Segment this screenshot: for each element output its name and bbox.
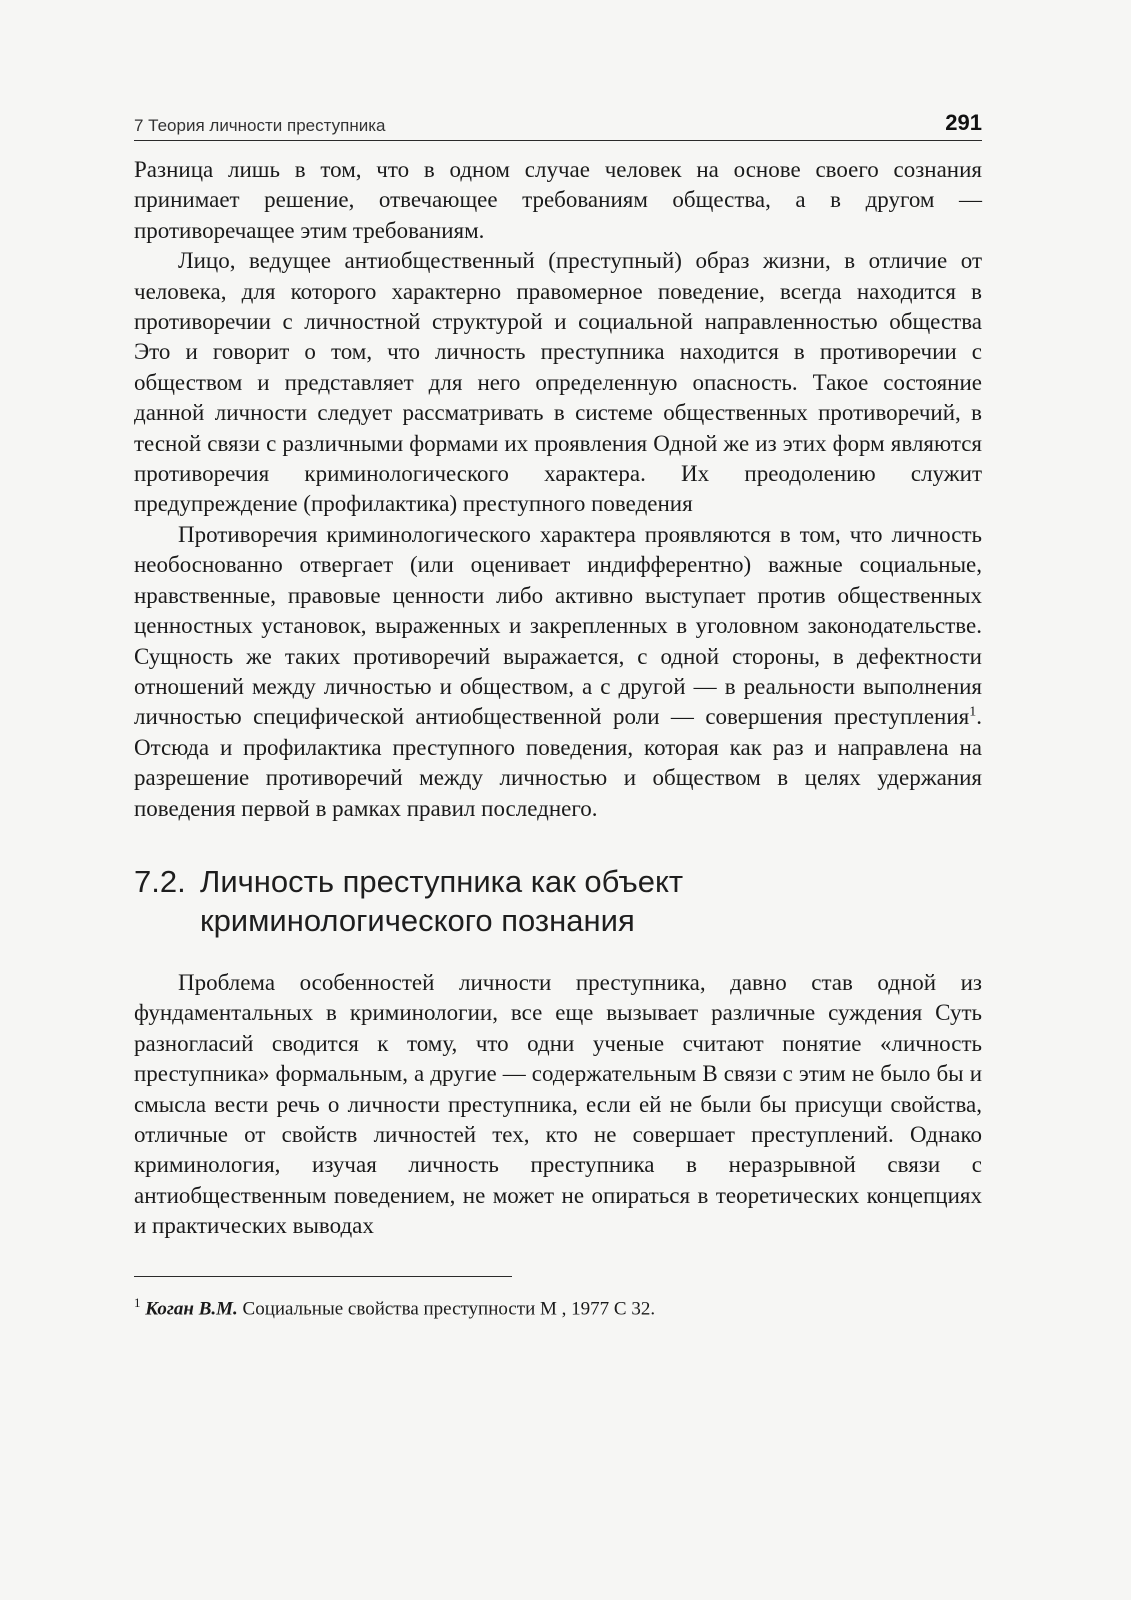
section-title-line-1: Личность преступника как объект <box>200 863 684 899</box>
body-text <box>134 155 982 1242</box>
section-heading <box>134 862 982 940</box>
running-header <box>134 108 982 141</box>
footnote-text: Социальные свойства преступности М , 1977 С 32. <box>237 1297 656 1319</box>
footnote-divider <box>134 1276 512 1277</box>
running-header-title: 7 Теория личности преступника <box>134 116 386 135</box>
paragraph-1: Разница лишь в том, что в одном случае человек на основе своего сознания принимает решение, отвечающее требованиям общества, а в другом — противоречащее этим требованиям. <box>134 157 982 243</box>
section-paragraph-1: Проблема особенностей личности преступника, давно став одной из фундаментальных в криминологии, все еще вызывает различные суждения Суть разногласий сводится к тому, что одни ученые считают понятие «личность преступника» формальным, а другие — содержательным В связи с этим не было бы и смысла вести речь о личности преступника, если ей не были бы присущи свойства, отличные от свойств личностей тех, кто не совершает преступлений. Однако криминология, изучая личность преступника в неразрывной связи с антиобщественным поведением, не может не опираться в теоретических концепциях и практических выводах <box>134 969 982 1239</box>
section-title <box>200 862 982 940</box>
paragraph-3 <box>134 520 982 824</box>
page-number: 291 <box>945 110 982 135</box>
section-number: 7.2. <box>134 863 186 899</box>
paragraph-3-text-b: . Отсюда и профилактика преступного поведения, которая как раз и направлена на разрешение противоречий между личностью и обществом в целях удержания поведения первой в рамках правил последнего. <box>134 704 982 821</box>
paragraph-2: Лицо, ведущее антиобщественный (преступный) образ жизни, в отличие от человека, для которого характерно правомерное поведение, всегда находится в противоречии с личностной структурой и социальной направленностью общества Это и говорит о том, что личность преступника находится в противоречии с обществом и представляет для него определенную опасность. Такое состояние данной личности следует рассматривать в системе общественных противоречий, в тесной связи с различными формами их проявления Одной же из этих форм являются противоречия криминологического характера. Их преодолению служит предупреждение (профилактика) преступного поведения <box>134 248 982 517</box>
footnote-reference[interactable]: 1 <box>969 704 977 720</box>
footnote-mark: 1 <box>134 1294 141 1310</box>
footnote-author: Коган В.М. <box>145 1297 238 1319</box>
footnote <box>134 1291 982 1321</box>
section-title-line-2: криминологического познания <box>200 902 635 938</box>
paragraph-3-text-a: Противоречия криминологического характера проявляются в том, что личность необоснованно отвергает (или оценивает индифферентно) важные социальные, нравственные, правовые ценности либо активно выступает против общественных ценностных установок, выраженных и закрепленных в уголовном законодательстве. Сущность же таких противоречий выражается, с одной стороны, в дефектности отношений между личностью и обществом, а с другой — в реальности выполнения личностью специфической антиобщественной роли — совершения преступления <box>134 521 982 730</box>
book-page <box>134 108 982 1321</box>
